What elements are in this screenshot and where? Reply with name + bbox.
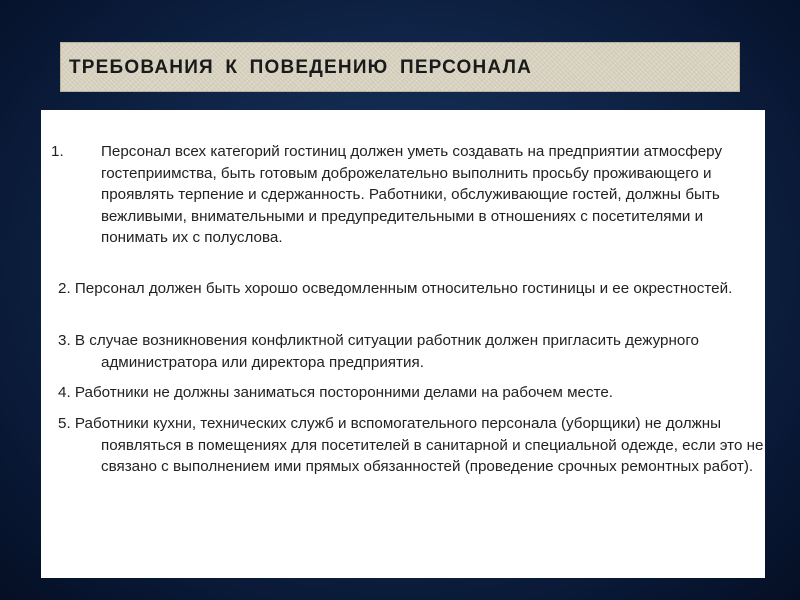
- list-item: 5. Работники кухни, технических служб и вспомогательного персонала (уборщики) не должны появляться в помещениях для посетителей в санитарной и специальной одежде, если это не связано с выполнением ими прямых обязанностей (проведение срочных ремонтных работ).: [58, 415, 764, 475]
- list-item: 2. Персонал должен быть хорошо осведомленным относительно гостиницы и ее окрестностей.: [58, 280, 733, 297]
- list-item: 4. Работники не должны заниматься посторонними делами на рабочем месте.: [58, 384, 614, 401]
- list-item-number: 1.: [51, 143, 64, 160]
- title-banner: [60, 42, 740, 92]
- slide-title: ТРЕБОВАНИЯ К ПОВЕДЕНИЮ ПЕРСОНАЛА: [69, 57, 533, 78]
- content-panel: [41, 110, 765, 578]
- list-item-text: Персонал всех категорий гостиниц должен уметь создавать на предприятии атмосферу гостеприимства, быть готовым доброжелательно выполнить просьбу проживающего и проявлять терпение и сдержанность. Работники, обслуживающие гостей, должны быть вежливыми, внимательными и предупредительными в отношениях с посетителями и понимать их с полуслова.: [101, 143, 723, 246]
- list-item: 3. В случае возникновения конфликтной ситуации работник должен пригласить дежурного администратора или директора предприятия.: [58, 332, 699, 371]
